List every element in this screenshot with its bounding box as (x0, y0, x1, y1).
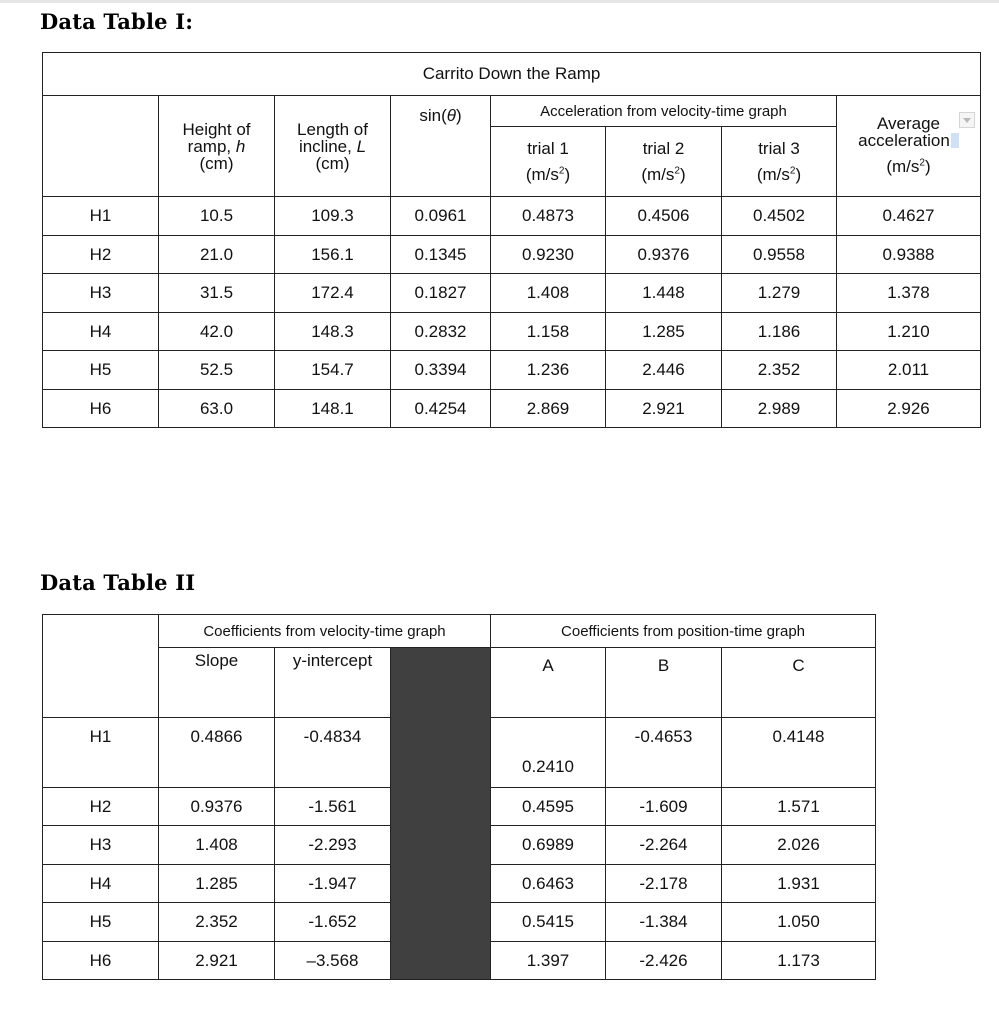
length-header-line2: incline, (298, 136, 357, 156)
trial-2-cell: 2.921 (606, 390, 722, 428)
trial-3-cell: 0.4502 (722, 197, 837, 236)
trial-1-cell: 1.408 (491, 274, 606, 313)
table-1-title: Carrito Down the Ramp (43, 53, 981, 96)
average-cell: 2.926 (837, 390, 981, 428)
unit-text: (m/s (886, 157, 920, 176)
average-cell: 0.4627 (837, 197, 981, 236)
trial-3-cell: 0.9558 (722, 236, 837, 274)
average-header-line1: Average (876, 114, 940, 133)
row-label: H4 (43, 313, 159, 351)
height-unit: (cm) (199, 153, 234, 173)
unit-exponent: 2 (919, 157, 925, 169)
data-table-2 (42, 614, 876, 980)
data-table-1 (42, 52, 981, 428)
top-border-line (0, 0, 999, 3)
row-label: H6 (43, 390, 159, 428)
row-label: H4 (43, 865, 159, 903)
sin-cell: 0.3394 (391, 351, 491, 390)
c-cell: 1.931 (722, 865, 876, 903)
height-column-header (159, 96, 275, 197)
trial-3-unit (722, 165, 836, 185)
row-label: H5 (43, 351, 159, 390)
sin-cell: 0.4254 (391, 390, 491, 428)
height-cell: 52.5 (159, 351, 275, 390)
trial-1-cell: 1.158 (491, 313, 606, 351)
trial-1-unit (491, 165, 605, 185)
slope-cell: 2.921 (159, 942, 275, 980)
trial-2-cell: 2.446 (606, 351, 722, 390)
trial-2-cell: 1.285 (606, 313, 722, 351)
slope-cell: 1.408 (159, 826, 275, 865)
average-cell: 2.011 (837, 351, 981, 390)
intercept-cell: -2.293 (275, 826, 391, 865)
height-cell: 31.5 (159, 274, 275, 313)
unit-text: (m/s (525, 164, 559, 184)
intercept-column-header: y-intercept (275, 648, 391, 718)
dropdown-arrow-icon[interactable] (959, 112, 975, 128)
height-header-line1: Height of (182, 119, 251, 139)
average-unit (837, 157, 980, 177)
trial-3-label: trial 3 (758, 138, 800, 158)
unit-close: ) (564, 164, 571, 184)
trial-3-header (722, 127, 837, 197)
length-symbol: L (356, 136, 367, 156)
unit-exponent: 2 (789, 164, 796, 176)
c-cell: 2.026 (722, 826, 876, 865)
c-cell: 0.4148 (722, 718, 876, 788)
table-row (43, 274, 981, 313)
sin-cell: 0.1345 (391, 236, 491, 274)
sin-suffix: ) (455, 106, 462, 125)
c-cell: 1.571 (722, 788, 876, 826)
row-label: H1 (43, 197, 159, 236)
unit-text: (m/s (641, 164, 675, 184)
c-column-header: C (722, 648, 876, 718)
intercept-cell: -1.947 (275, 865, 391, 903)
row-label-header (43, 96, 159, 197)
a-cell: 1.397 (491, 942, 606, 980)
height-cell: 10.5 (159, 197, 275, 236)
trial-2-header (606, 127, 722, 197)
length-cell: 109.3 (275, 197, 391, 236)
average-header-line2: acceleration (858, 131, 950, 150)
theta-symbol: θ (446, 106, 456, 125)
trial-2-label: trial 2 (642, 138, 685, 158)
c-cell: 1.050 (722, 903, 876, 942)
length-cell: 148.1 (275, 390, 391, 428)
trial-3-cell: 1.279 (722, 274, 837, 313)
slope-cell: 0.4866 (159, 718, 275, 788)
slope-column-header: Slope (159, 648, 275, 718)
row-label: H5 (43, 903, 159, 942)
row-label: H2 (43, 236, 159, 274)
unit-text: (m/s (756, 164, 790, 184)
intercept-cell: -0.4834 (275, 718, 391, 788)
trial-2-cell: 0.4506 (606, 197, 722, 236)
sin-cell: 0.2832 (391, 313, 491, 351)
trial-2-unit (606, 165, 721, 185)
a-column-header: A (491, 648, 606, 718)
unit-exponent: 2 (558, 164, 565, 176)
sin-cell: 0.1827 (391, 274, 491, 313)
b-cell: -1.609 (606, 788, 722, 826)
length-cell: 148.3 (275, 313, 391, 351)
sin-column-header (391, 96, 491, 197)
average-column-header (837, 96, 981, 197)
row-label: H3 (43, 274, 159, 313)
slope-cell: 1.285 (159, 865, 275, 903)
data-table-2-heading: Data Table II (40, 570, 196, 595)
height-header-line2: ramp, (187, 136, 236, 156)
a-cell: 0.6989 (491, 826, 606, 865)
length-cell: 154.7 (275, 351, 391, 390)
length-header-line1: Length of (297, 119, 368, 139)
slope-cell: 0.9376 (159, 788, 275, 826)
row-label: H1 (43, 718, 159, 788)
text-selection-highlight (951, 133, 959, 148)
trial-1-cell: 0.9230 (491, 236, 606, 274)
height-cell: 21.0 (159, 236, 275, 274)
trial-3-cell: 2.989 (722, 390, 837, 428)
height-cell: 63.0 (159, 390, 275, 428)
unit-close: ) (795, 164, 802, 184)
table-row (43, 236, 981, 274)
length-cell: 172.4 (275, 274, 391, 313)
b-column-header: B (606, 648, 722, 718)
unit-close: ) (679, 164, 686, 184)
length-column-header (275, 96, 391, 197)
acceleration-group-header: Acceleration from velocity-time graph (491, 96, 837, 127)
table-row (43, 351, 981, 390)
unit-close: ) (924, 157, 931, 176)
intercept-cell: -1.652 (275, 903, 391, 942)
b-cell: -2.178 (606, 865, 722, 903)
data-table-1-heading: Data Table I: (40, 9, 194, 34)
slope-cell: 2.352 (159, 903, 275, 942)
a-cell: 0.6463 (491, 865, 606, 903)
intercept-cell: –3.568 (275, 942, 391, 980)
unit-exponent: 2 (674, 164, 680, 176)
trial-1-label: trial 1 (527, 138, 569, 158)
velocity-coefficients-label: Coefficients from velocity-time graph (203, 622, 446, 640)
row-label: H6 (43, 942, 159, 980)
trial-1-cell: 2.869 (491, 390, 606, 428)
table-row (43, 197, 981, 236)
trial-1-cell: 1.236 (491, 351, 606, 390)
trial-3-cell: 1.186 (722, 313, 837, 351)
trial-1-header (491, 127, 606, 197)
b-cell: -1.384 (606, 903, 722, 942)
row-label-header (43, 615, 159, 718)
length-unit: (cm) (315, 153, 350, 173)
table-row (43, 313, 981, 351)
b-cell: -2.426 (606, 942, 722, 980)
average-cell: 1.210 (837, 313, 981, 351)
row-label: H3 (43, 826, 159, 865)
a-cell: 0.4595 (491, 788, 606, 826)
a-cell: 0.5415 (491, 903, 606, 942)
b-cell: -0.4653 (606, 718, 722, 788)
trial-3-cell: 2.352 (722, 351, 837, 390)
sin-prefix: sin( (419, 106, 447, 125)
position-coefficients-header: Coefficients from position-time graph (491, 615, 876, 648)
height-symbol: h (235, 136, 246, 156)
trial-2-cell: 0.9376 (606, 236, 722, 274)
length-cell: 156.1 (275, 236, 391, 274)
redacted-column (391, 648, 491, 980)
row-label: H2 (43, 788, 159, 826)
velocity-coefficients-header (159, 615, 491, 648)
c-cell: 1.173 (722, 942, 876, 980)
a-cell: 0.2410 (491, 718, 606, 788)
trial-2-cell: 1.448 (606, 274, 722, 313)
height-cell: 42.0 (159, 313, 275, 351)
average-cell: 1.378 (837, 274, 981, 313)
b-cell: -2.264 (606, 826, 722, 865)
average-cell: 0.9388 (837, 236, 981, 274)
sin-cell: 0.0961 (391, 197, 491, 236)
intercept-cell: -1.561 (275, 788, 391, 826)
table-row (43, 390, 981, 428)
trial-1-cell: 0.4873 (491, 197, 606, 236)
